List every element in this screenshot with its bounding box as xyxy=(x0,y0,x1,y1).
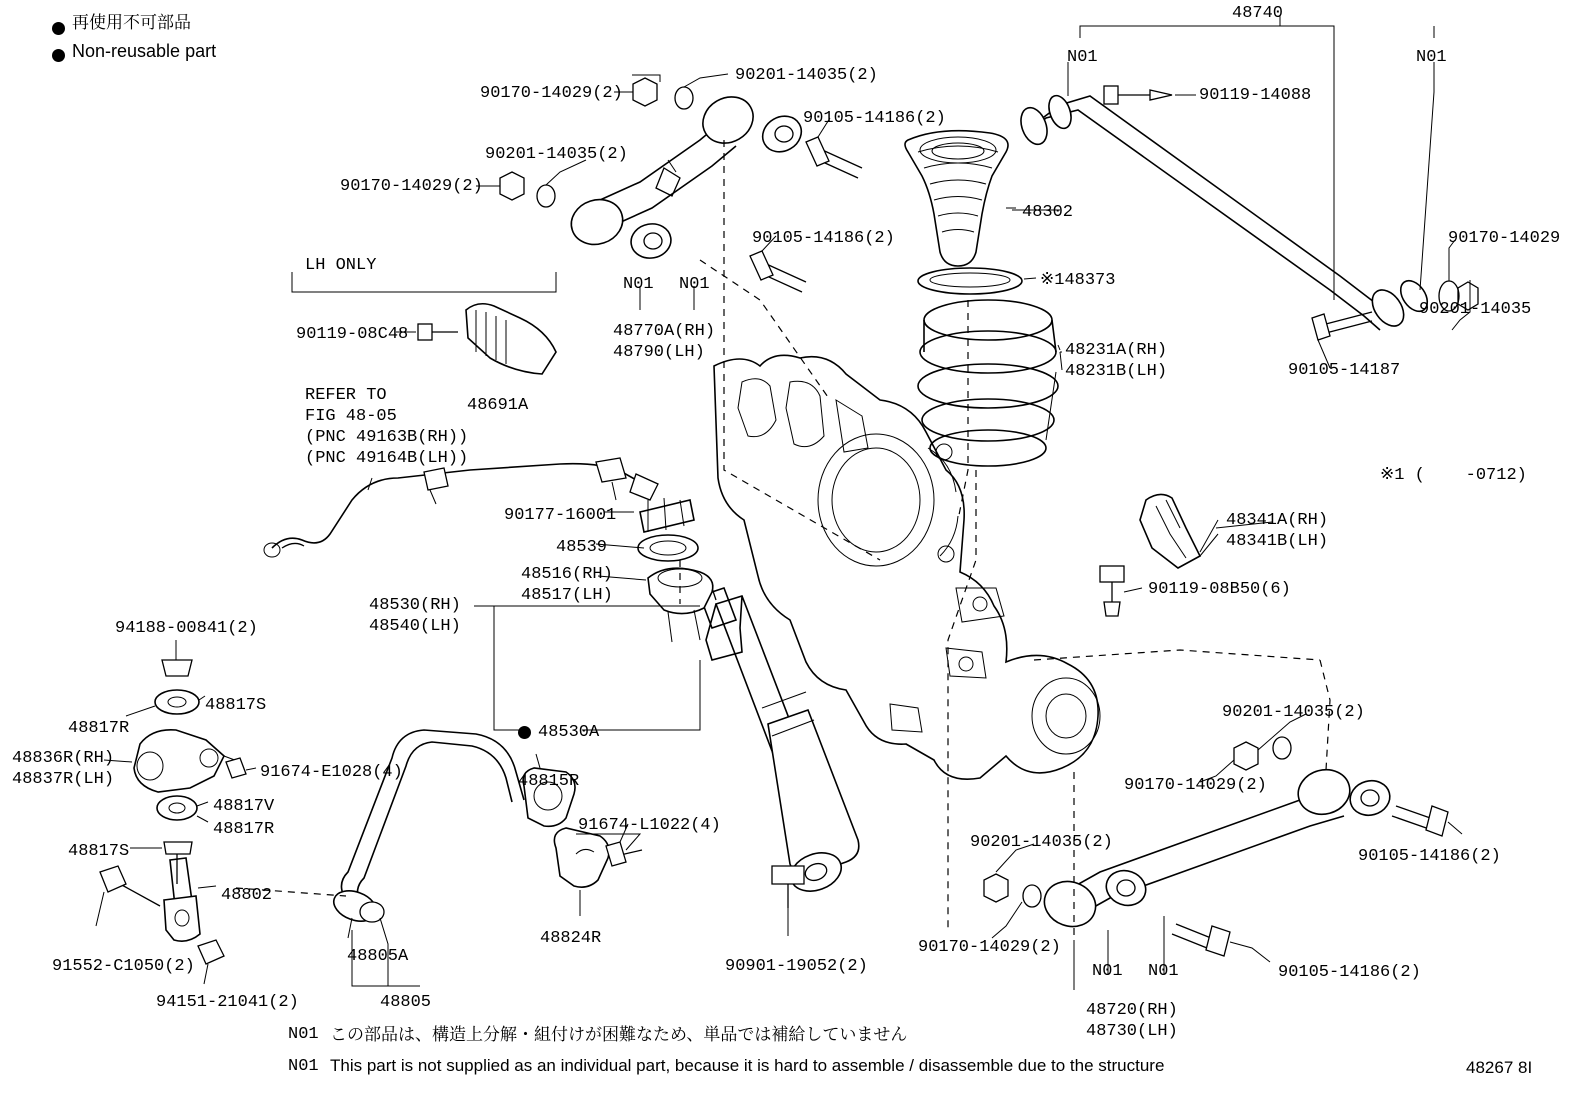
part-label-l_48740: 48740 xyxy=(1232,4,1284,23)
figure-id: 48267 8I xyxy=(1466,1058,1533,1077)
part-label-l_9017014029_r: 90170-14029 xyxy=(1448,229,1561,248)
part-label-l_48231a: 48231A(RH) xyxy=(1065,341,1168,360)
part-label-l_note1: ※1 ( -0712) xyxy=(1380,466,1527,485)
note-n01-en: This part is not supplied as an individual part, because it is hard to assemble / disassemble due to the structure xyxy=(330,1056,1165,1075)
part-label-l_9017014029_d: 90170-14029(2) xyxy=(918,938,1061,957)
part-label-l_48805: 48805 xyxy=(380,993,432,1012)
part-label-l_9010514186_b: 90105-14186(2) xyxy=(752,229,895,248)
part-label-l_48815r: 48815R xyxy=(518,772,580,791)
part-label-l_refer3: (PNC 49163B(RH)) xyxy=(305,428,469,447)
part-label-l_9010514186_c: 90105-14186(2) xyxy=(1358,847,1501,866)
nut-washer-lowerright-1 xyxy=(1200,714,1306,782)
part-48373-insulator xyxy=(918,268,1036,294)
part-label-l_48231b: 48231B(LH) xyxy=(1065,362,1168,381)
part-label-l_48341a: 48341A(RH) xyxy=(1226,511,1329,530)
part-label-l_9415121041: 94151-21041(2) xyxy=(156,993,299,1012)
part-label-l_48824r: 48824R xyxy=(540,929,602,948)
part-48530-shock-absorber xyxy=(638,498,859,936)
part-label-l_91674l1022: 91674-L1022(4) xyxy=(578,816,721,835)
nut-washer-upperleft-2 xyxy=(476,160,586,207)
part-label-l_refer4: (PNC 49164B(LH)) xyxy=(305,449,469,468)
part-label-l_48817r_2: 48817R xyxy=(213,820,275,839)
nut-washer-upperleft-1 xyxy=(614,74,728,109)
part-label-l_48817s_2: 48817S xyxy=(68,842,130,861)
part-label-l_48540: 48540(LH) xyxy=(369,617,461,636)
part-label-l_n01_f: N01 xyxy=(1148,962,1179,981)
part-label-l_9017716001: 90177-16001 xyxy=(504,506,617,525)
part-label-l_91674e1028: 91674-E1028(4) xyxy=(260,763,403,782)
part-label-l_48530a: 48530A xyxy=(538,723,600,742)
part-label-l_9011908c48: 90119-08C48 xyxy=(296,325,409,344)
part-label-l_48770a: 48770A(RH) xyxy=(613,322,716,341)
part-label-l_n01_c: N01 xyxy=(623,275,654,294)
part-label-l_9011908b50: 90119-08B50(6) xyxy=(1148,580,1291,599)
legend-dot-jp xyxy=(52,22,65,35)
part-label-l_9010514186_a: 90105-14186(2) xyxy=(803,109,946,128)
part-label-l_48817r_1: 48817R xyxy=(68,719,130,738)
part-label-l_48539: 48539 xyxy=(556,538,608,557)
part-label-l_9017014029_b: 90170-14029(2) xyxy=(340,177,483,196)
part-label-l_9155201050: 91552-C1050(2) xyxy=(52,957,195,976)
bolt-90901-19052 xyxy=(772,866,804,936)
part-label-l_9017014029_c: 90170-14029(2) xyxy=(1124,776,1267,795)
part-label-l_48836r: 48836R(RH) xyxy=(12,749,115,768)
part-label-l_refer2: FIG 48-05 xyxy=(305,407,397,426)
note-n01-jp-prefix: N01 xyxy=(288,1025,319,1044)
part-label-l_9020114035_r: 90201-14035 xyxy=(1419,300,1532,319)
axle-housing xyxy=(714,355,1100,779)
bolt-90105-14187 xyxy=(1312,312,1372,368)
part-label-l_refer1: REFER TO xyxy=(305,386,387,405)
legend-jp: 再使用不可部品 xyxy=(72,13,191,33)
nut-washer-lowerright-2 xyxy=(984,844,1041,938)
part-label-l_48790: 48790(LH) xyxy=(613,343,705,362)
part-label-l_9020114035_b: 90201-14035(2) xyxy=(485,145,628,164)
part-label-l_n01_b: N01 xyxy=(1416,48,1447,67)
note-n01-en-prefix: N01 xyxy=(288,1057,319,1076)
part-label-l_48802: 48802 xyxy=(221,886,273,905)
nonreusable-dot-48530a xyxy=(518,726,531,739)
part-label-l_9090119052: 90901-19052(2) xyxy=(725,957,868,976)
part-label-l_9418800841: 94188-00841(2) xyxy=(115,619,258,638)
part-label-l_48373: ※148373 xyxy=(1040,271,1116,290)
part-label-l_lhonly: LH ONLY xyxy=(305,256,377,275)
part-48231-coil-spring xyxy=(918,300,1062,466)
legend-dot-en xyxy=(52,49,65,62)
note-n01-jp: この部品は、構造上分解・組付けが困難なため、単品では補給していません xyxy=(330,1025,908,1045)
part-label-l_48817s_1: 48817S xyxy=(205,696,267,715)
part-label-l_48341b: 48341B(LH) xyxy=(1226,532,1329,551)
part-48302-bumper xyxy=(905,131,1016,266)
part-label-l_9020114035_c: 90201-14035(2) xyxy=(1222,703,1365,722)
bolt-90105-14186-d xyxy=(1172,924,1270,962)
part-label-l_9010514186_d: 90105-14186(2) xyxy=(1278,963,1421,982)
part-label-l_9011914088: 90119-14088 xyxy=(1199,86,1312,105)
part-label-l_48720: 48720(RH) xyxy=(1086,1001,1178,1020)
part-label-l_48837r: 48837R(LH) xyxy=(12,770,115,789)
part-label-l_48805a: 48805A xyxy=(347,947,409,966)
part-label-l_48817v: 48817V xyxy=(213,797,275,816)
part-label-l_n01_e: N01 xyxy=(1092,962,1123,981)
part-label-l_9020114035_d: 90201-14035(2) xyxy=(970,833,1113,852)
part-label-l_9010514187: 90105-14187 xyxy=(1288,361,1401,380)
part-label-l_9020114035_top: 90201-14035(2) xyxy=(735,66,878,85)
part-label-l_48530: 48530(RH) xyxy=(369,596,461,615)
bolt-90119-14088 xyxy=(1104,86,1196,104)
part-label-l_n01_d: N01 xyxy=(679,275,710,294)
part-label-l_48691a: 48691A xyxy=(467,396,529,415)
part-label-l_9017014029_top: 90170-14029(2) xyxy=(480,84,623,103)
part-48691A-bracket xyxy=(292,272,556,374)
part-label-l_n01_a: N01 xyxy=(1067,48,1098,67)
part-label-l_48730: 48730(LH) xyxy=(1086,1022,1178,1041)
legend-en: Non-reusable part xyxy=(72,41,217,61)
part-label-l_48516: 48516(RH) xyxy=(521,565,613,584)
bolt-90105-14186-c xyxy=(1392,806,1462,836)
part-label-l_48302: 48302 xyxy=(1022,203,1074,222)
part-label-l_48517: 48517(LH) xyxy=(521,586,613,605)
